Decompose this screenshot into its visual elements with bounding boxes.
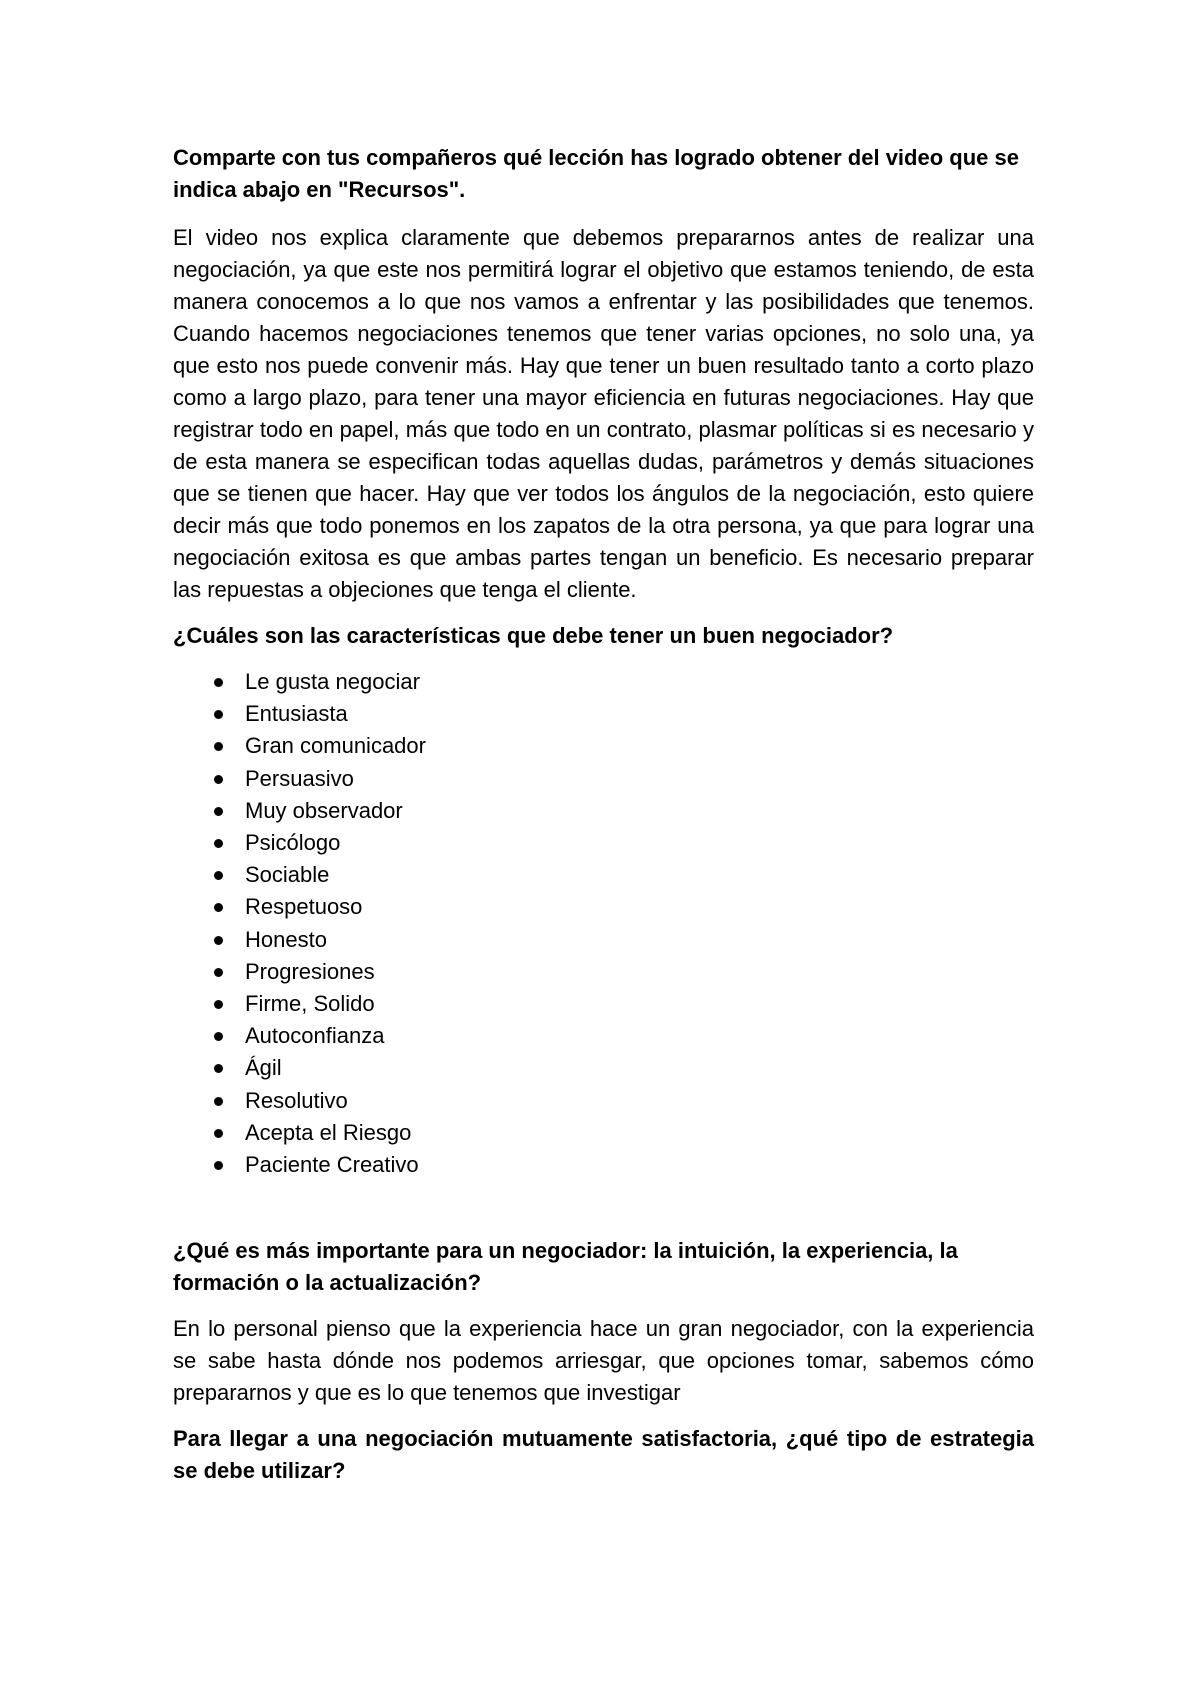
list-item xyxy=(173,795,1034,827)
list-item xyxy=(173,891,1034,923)
bullet-icon xyxy=(214,710,223,719)
bullet-icon xyxy=(214,968,223,977)
list-item-text: Ágil xyxy=(245,1055,282,1081)
bullet-icon xyxy=(214,903,223,912)
list-item xyxy=(173,1117,1034,1149)
bullet-icon xyxy=(214,1032,223,1041)
list-item-text: Acepta el Riesgo xyxy=(245,1119,412,1145)
list-item-text: Psicólogo xyxy=(245,830,341,856)
list-item xyxy=(173,924,1034,956)
list-item-text: Sociable xyxy=(245,862,330,888)
list-item-text: Entusiasta xyxy=(245,701,348,727)
list-item-text: Paciente Creativo xyxy=(245,1152,419,1178)
question-characteristics: ¿Cuáles son las características que debe tener un buen negociador? xyxy=(173,623,894,648)
question-lesson: Comparte con tus compañeros qué lección has logrado obtener del video que se indica abajo en "Recursos". xyxy=(173,145,1019,202)
list-item xyxy=(173,1052,1034,1084)
bullet-icon xyxy=(214,1000,223,1009)
list-item xyxy=(173,763,1034,795)
bullet-icon xyxy=(214,1097,223,1106)
bullet-icon xyxy=(214,839,223,848)
bullet-icon xyxy=(214,1161,223,1170)
list-item xyxy=(173,956,1034,988)
list-item-text: Persuasivo xyxy=(245,765,354,791)
bullet-icon xyxy=(214,678,223,687)
bullet-icon xyxy=(214,775,223,784)
bullet-icon xyxy=(214,871,223,880)
answer-lesson: El video nos explica claramente que debemos prepararnos antes de realizar una negociación, ya que este nos permitirá lograr el objetivo que estamos teniendo, de esta manera conocemos a lo que nos vamos a enfrentar y las posibilidades que tenemos. Cuando hacemos negociaciones tenemos que tener varias opciones, no solo una, ya que esto nos puede convenir más. Hay que tener un buen resultado tanto a corto plazo como a largo plazo, para tener una mayor eficiencia en futuras negociaciones. Hay que registrar todo en papel, más que todo en un contrato, plasmar políticas si es necesario y de esta manera se especifican todas aquellas dudas, parámetros y demás situaciones que se tienen que hacer. Hay que ver todos los ángulos de la negociación, esto quiere decir más que todo ponemos en los zapatos de la otra persona, ya que para lograr una negociación exitosa es que ambas partes tengan un beneficio. Es necesario preparar las repuestas a objeciones que tenga el cliente. xyxy=(173,225,1034,602)
characteristics-list xyxy=(173,666,1034,1181)
list-item xyxy=(173,698,1034,730)
list-item xyxy=(173,827,1034,859)
list-item-text: Firme, Solido xyxy=(245,991,375,1017)
list-item-text: Honesto xyxy=(245,926,327,952)
list-item-text: Muy observador xyxy=(245,797,403,823)
list-item-text: Progresiones xyxy=(245,958,375,984)
list-item xyxy=(173,1020,1034,1052)
list-item xyxy=(173,988,1034,1020)
list-item-text: Respetuoso xyxy=(245,894,363,920)
list-item xyxy=(173,1149,1034,1181)
bullet-icon xyxy=(214,1064,223,1073)
question-importance: ¿Qué es más importante para un negociador: la intuición, la experiencia, la formación o la actualización? xyxy=(173,1238,958,1296)
list-item-text: Resolutivo xyxy=(245,1087,348,1113)
question-strategy: Para llegar a una negociación mutuamente satisfactoria, ¿qué tipo de estrategia se debe utilizar? xyxy=(173,1426,1034,1484)
list-item xyxy=(173,730,1034,762)
list-item xyxy=(173,1085,1034,1117)
list-item xyxy=(173,859,1034,891)
bullet-icon xyxy=(214,742,223,751)
answer-importance: En lo personal pienso que la experiencia hace un gran negociador, con la experiencia se sabe hasta dónde nos podemos arriesgar, que opciones tomar, sabemos cómo prepararnos y que es lo que tenemos que investigar xyxy=(173,1316,1034,1406)
list-item-text: Gran comunicador xyxy=(245,733,426,759)
bullet-icon xyxy=(214,807,223,816)
list-item-text: Le gusta negociar xyxy=(245,669,420,694)
list-item-text: Autoconfianza xyxy=(245,1023,385,1049)
list-item xyxy=(173,666,1034,698)
bullet-icon xyxy=(214,1129,223,1138)
bullet-icon xyxy=(214,936,223,945)
